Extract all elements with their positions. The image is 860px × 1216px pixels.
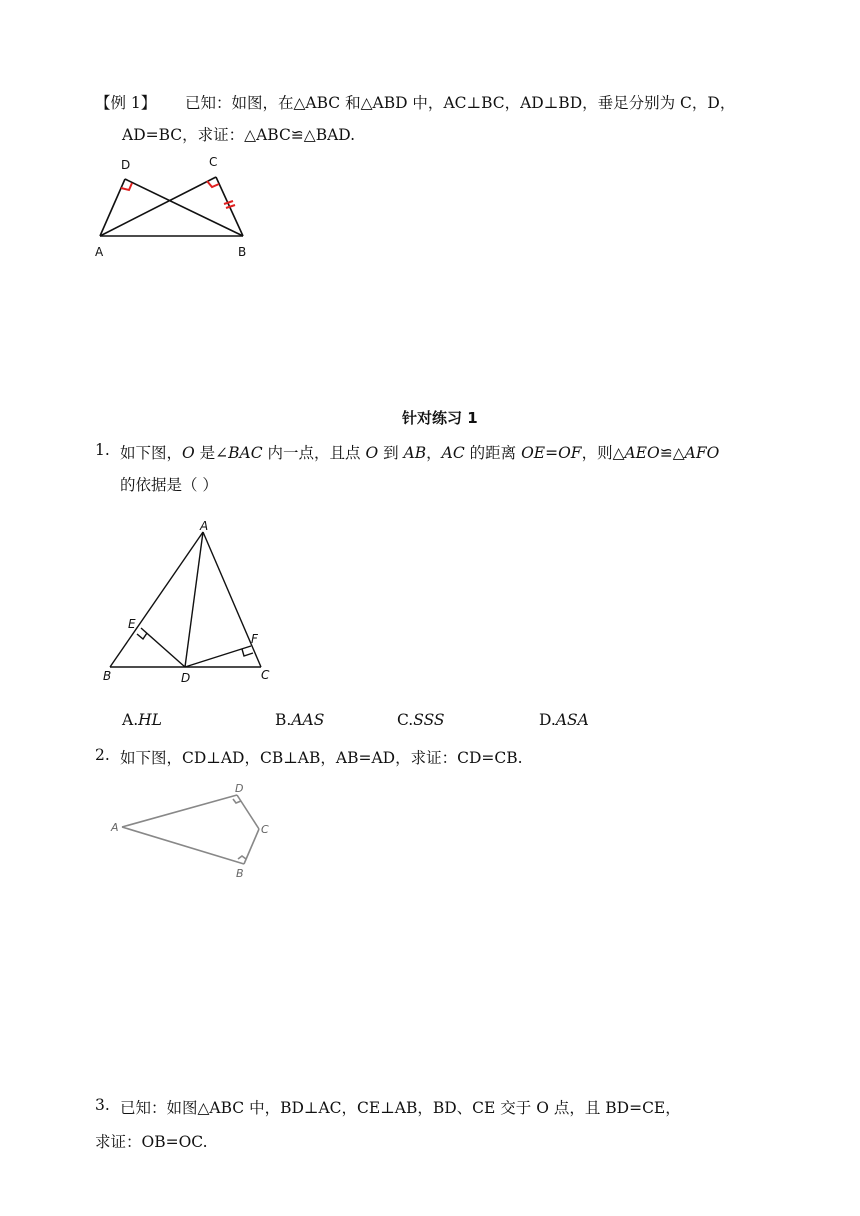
example-line-2: AD=BC，求证：△ABC≌△BAD. [122,126,356,144]
example-line-1: 已知：如图，在△ABC 和△ABD 中，AC⊥BC，AD⊥BD，垂足分别为 C，D， [185,94,736,112]
segment-ac [203,532,261,667]
segment-ab [122,827,244,864]
label-a: A [111,821,119,834]
example-figure [88,150,263,262]
section-title: 针对练习 1 [402,409,478,427]
q1-option-a[interactable]: A.HL [122,711,162,729]
label-b: B [236,867,244,880]
q1-option-c[interactable]: C.SSS [397,711,445,729]
label-b: B [103,669,112,683]
q1-figure [100,518,275,688]
label-c: C [209,155,218,169]
segment-ad [185,532,203,667]
tick-mark-2 [226,205,235,208]
q2-number: 2. [95,746,110,764]
segment-ac [100,177,216,236]
label-a: A [200,519,209,533]
label-e: E [128,617,136,631]
q3-line-2: 求证：OB=OC. [95,1133,208,1151]
label-f: F [251,632,258,646]
label-c: C [261,823,269,836]
right-angle-c-mark [207,181,219,187]
label-a: A [95,245,104,259]
segment-df [185,646,251,667]
q3-number: 3. [95,1096,110,1114]
right-angle-b-mark [238,856,246,859]
segment-ab [110,532,203,667]
label-d: D [235,782,244,795]
q1-line-2: 的依据是（ ） [120,476,218,494]
segment-db [125,179,243,236]
q1-option-b[interactable]: B.AAS [275,711,325,729]
example-tag: 【例 1】 [95,94,157,112]
q1-option-d[interactable]: D.ASA [539,711,589,729]
right-angle-e-mark [137,633,147,639]
segment-cb [244,829,259,864]
label-c: C [261,668,270,682]
segment-dc [237,795,259,829]
label-b: B [238,245,247,259]
right-angle-f-mark [242,649,253,656]
q1-line-1: 如下图，O 是∠BAC 内一点，且点 O 到 AB，AC 的距离 OE=OF，则△AEO≌△AFO [120,444,720,462]
tick-mark-1 [224,201,233,204]
label-d: D [181,671,191,685]
segment-ad [122,795,237,827]
q3-line-1: 已知：如图△ABC 中，BD⊥AC，CE⊥AB，BD、CE 交于 O 点，且 BD=CE， [120,1099,681,1117]
q1-number: 1. [95,441,110,459]
label-d: D [121,158,131,172]
q2-text: 如下图，CD⊥AD，CB⊥AB，AB=AD，求证：CD=CB. [120,749,523,767]
q2-figure [105,775,280,885]
segment-de [141,628,185,667]
